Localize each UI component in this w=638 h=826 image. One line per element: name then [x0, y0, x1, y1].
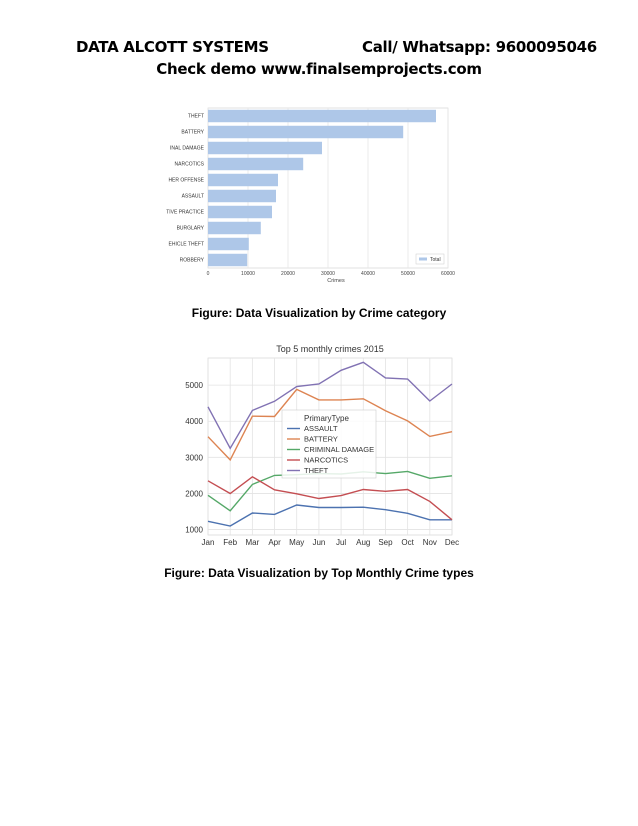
x-tick-label: Sep [378, 538, 393, 547]
chart-title: Top 5 monthly crimes 2015 [276, 344, 384, 354]
x-tick-label: Jun [312, 538, 326, 547]
category-label: EHICLE THEFT [168, 241, 204, 248]
x-tick-label: May [289, 538, 305, 547]
category-label: INAL DAMAGE [170, 145, 204, 152]
x-tick-label: Mar [245, 538, 260, 547]
y-tick-label: 4000 [185, 417, 203, 427]
y-tick-label: 1000 [185, 525, 203, 535]
x-tick-label: Dec [444, 538, 460, 547]
y-tick-label: 3000 [185, 453, 203, 463]
figure1-caption: Figure: Data Visualization by Crime category [191, 306, 447, 320]
figure2-caption: Figure: Data Visualization by Top Monthly Crime types [164, 566, 474, 580]
x-tick-label: 30000 [321, 271, 335, 277]
category-label: NARCOTICS [174, 161, 204, 168]
category-label: BATTERY [181, 129, 204, 136]
y-tick-label: 5000 [185, 381, 203, 391]
legend-label: ASSAULT [304, 424, 338, 433]
x-tick-label: 40000 [361, 271, 375, 277]
category-label: THEFT [187, 113, 204, 120]
x-tick-label: 10000 [241, 271, 255, 277]
category-label: TIVE PRACTICE [166, 209, 204, 216]
contact-info: Call/ Whatsapp: 9600095046 [362, 38, 597, 56]
x-tick-label: 50000 [401, 271, 415, 277]
category-label: BURGLARY [176, 225, 204, 232]
x-tick-label: Feb [223, 538, 238, 547]
legend-label: CRIMINAL DAMAGE [304, 445, 375, 454]
company-name: DATA ALCOTT SYSTEMS [76, 38, 269, 56]
category-label: HER OFFENSE [168, 177, 204, 184]
x-tick-label: Jan [201, 538, 215, 547]
legend-label: THEFT [304, 466, 329, 475]
legend-title: PrimaryType [304, 414, 349, 423]
demo-link-text: Check demo www.finalsemprojects.com [156, 60, 482, 78]
legend-label: NARCOTICS [304, 455, 349, 465]
legend-label: BATTERY [304, 434, 338, 444]
x-tick-label: Apr [268, 538, 281, 547]
category-label: ROBBERY [179, 257, 204, 264]
y-tick-label: 2000 [185, 489, 203, 499]
x-tick-label: Nov [422, 538, 437, 547]
x-axis-label: Crimes [327, 278, 345, 284]
x-tick-label: 60000 [441, 271, 455, 277]
x-tick-label: 20000 [281, 271, 295, 277]
x-tick-label: Oct [401, 538, 414, 547]
category-label: ASSAULT [181, 193, 204, 200]
legend-label-total: Total [430, 257, 441, 263]
x-tick-label: Jul [335, 538, 347, 547]
x-tick-label: 0 [206, 271, 210, 277]
x-tick-label: Aug [356, 538, 371, 547]
